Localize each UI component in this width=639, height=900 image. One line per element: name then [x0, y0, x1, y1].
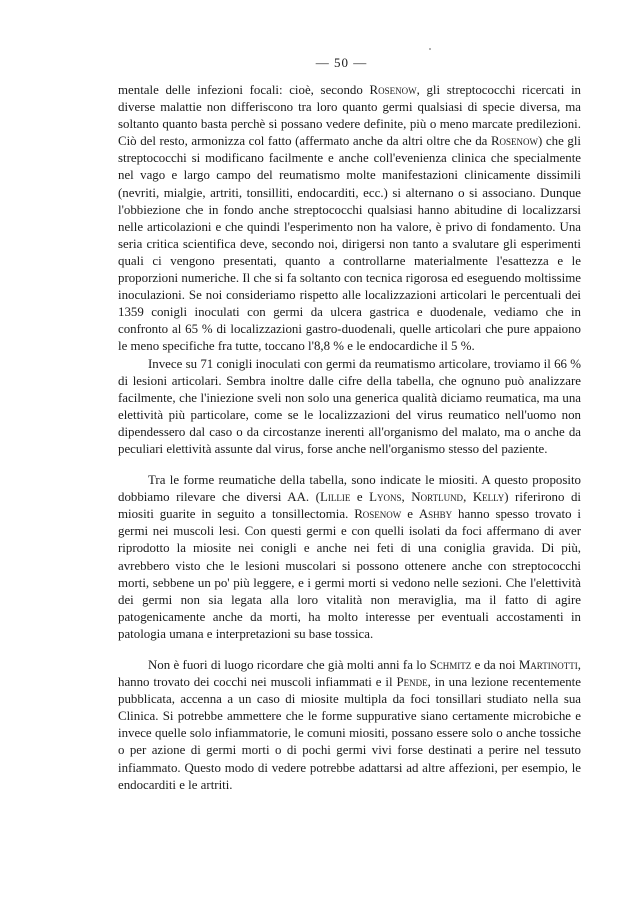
author-name: Lyons	[369, 490, 402, 505]
text-run: ) riferirono di miositi guarite in seguito a tonsillectomia.	[118, 490, 582, 522]
text-run: mentale delle infezioni focali: cioè, secondo	[118, 83, 370, 97]
text-run: , gli streptococchi ricercati in diverse malattie non differiscono tra loro quanto germi qualsiasi di specie diversa, ma soltanto quanto basta perchè si possano vedere definite, più o meno marcate predilezioni. Ciò del resto, armonizza col fatto (affermato anche da altri oltre che da	[118, 83, 581, 149]
text-run: e	[350, 490, 370, 505]
author-name: Ashby	[418, 507, 453, 522]
text-run: e	[401, 507, 419, 522]
text-run: , in una lezione recentemente pubblicata, accenna a un caso di miosite multipla da foci tonsillari studiato nella sua Clinica. Si potrebbe ammettere che le forme suppurative siano certamente microbiche e invece quelle solo infiammatorie, le comuni miositi, possano essere solo o anche tossiche o per azione di germi morti o di pochi germi vivi forse destinati a perire nel tessuto infiammato. Questo modo di vedere potrebbe adattarsi ad altre affezioni, per esempio, le endocarditi e le artriti.	[118, 675, 581, 792]
paragraph-1	[118, 82, 581, 356]
page-number: — 50 —	[315, 55, 368, 70]
author-name: Rosenow	[354, 507, 402, 522]
author-name: Schmitz	[429, 658, 472, 672]
text-run: ,	[401, 490, 412, 505]
author-name: Rosenow	[490, 134, 539, 149]
body-text	[118, 82, 581, 794]
author-name: Pende	[396, 675, 428, 690]
paragraph-2	[118, 356, 581, 459]
text-run: ) che gli streptococchi si modificano facilmente e anche coll'evenienza clinica che specialmente nel vago e largo campo del reumatismo molte manifestazioni clinicamente dissimili (nevriti, mialgie, artriti, tonsilliti, endocarditi, ecc.) si alternano o si associano. Dunque l'obbiezione che in fondo anche streptococchi qualsiasi hanno abitudine di localizzarsi nelle articolazioni e che quindi l'esperimento non ha valore, è privo di fondamento. Una seria critica scientifica deve, secondo noi, dirigersi non tanto a svalutare gli esperimenti quali ci vengono presentati, quanto a controllarne materialmente l'esattezza e le proporzioni numeriche. Il che si fa soltanto con tecnica rigorosa ed eseguendo moltissime inoculazioni. Se noi consideriamo rispetto alle localizzazioni articolari le percentuali dei 1359 conigli inoculati con germi da ulcera gastrica e duodenale, vediamo che in confronto al 65 % di localizzazioni gastro-duodenali, quelle articolari che pure appaiono le meno specifiche fra tutte, toccano l'8,8 % e le endocardiche il 5 %.	[118, 134, 581, 354]
text-run: ,	[463, 490, 473, 505]
paragraph-3	[118, 472, 581, 643]
paragraph-4	[118, 657, 581, 794]
author-name: Rosenow	[369, 83, 417, 97]
author-name: Kelly	[472, 490, 505, 505]
author-name: Nortlund	[411, 490, 464, 505]
text-run: e da noi	[471, 658, 519, 672]
text-run: Non è fuori di luogo ricordare che già molti anni fa lo	[148, 658, 430, 672]
text-run: , hanno trovato dei cocchi nei muscoli infiammati e il	[118, 658, 581, 690]
text-run: hanno spesso trovato i germi nei muscoli lesi. Con questi germi e con quelli isolati da foci affermano di aver riprodotto la miosite nei conigli e anche nei feti di una coniglia gravida. Di più, avrebbero visto che le lesioni muscolari si possono ottenere anche con streptococchi morti, sebbene un po' più leggere, e i germi morti si vedono nelle sezioni. Che l'elettività dei germi non sia legata alla loro vitalità non meraviglia, ma il fatto di agire patogenicamente anche da morti, ha molto interesse per eventuali accostamenti in patologia umana e interpretazioni su base tossica.	[118, 507, 581, 641]
text-run: Invece su 71 conigli inoculati con germi da reumatismo articolare, troviamo il 66 % di lesioni articolari. Sembra inoltre dalle cifre della tabella, che ognuno può analizzare facilmente, che l'iniezione sveli non solo una generica qualità diciamo reumatica, ma una elettività più particolare, come se le localizzazioni del virus reumatico nell'uomo non dipendessero dal caso o da circostanze inerenti all'organismo del malato, ma o anche da peculiari elettività assunte dal virus, forse anche nell'organismo stesso del paziente.	[118, 356, 581, 456]
scan-speck	[429, 48, 431, 50]
text-run: Tra le forme reumatiche della tabella, sono indicate le miositi. A questo proposito dobbiamo rilevare che diversi AA. (	[118, 473, 581, 505]
author-name: Lillie	[319, 490, 351, 505]
author-name: Martinotti	[518, 658, 578, 672]
